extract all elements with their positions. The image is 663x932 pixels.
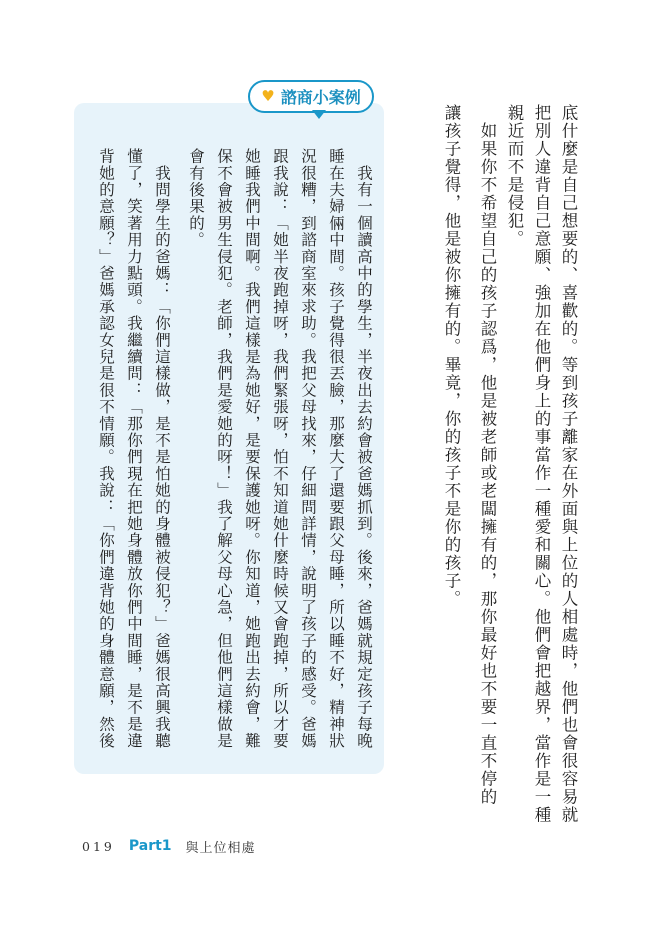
counseling-case-badge: [248, 80, 374, 113]
case-line-2: 睡在夫婦倆中間。孩子覺得很丟臉，那麼大了還要跟父母睡，所以睡不好，精神狀: [327, 148, 345, 750]
case-line-8: 我問學生的爸媽：「你們這樣做，是不是怕她的身體被侵犯？」爸媽很高興我聽: [153, 148, 171, 750]
body-line-1: 底什麼是自己想要的、喜歡的。等到孩子離家在外面與上位的人相處時，他們也會很容易就: [559, 104, 578, 824]
body-line-4: 如果你不希望自己的孩子認爲，他是被老師或老闆擁有的，那你最好也不要一直不停的: [478, 104, 497, 806]
page-number: 019: [82, 838, 115, 854]
case-line-7: 會有後果的。: [187, 148, 205, 249]
heart-icon: ♥: [261, 87, 275, 105]
case-line-10: 背她的意願？」爸媽承認女兒是很不情願。我說：「你們違背她的身體意願，然後: [97, 148, 115, 750]
page-footer: [82, 836, 256, 856]
chapter-title: 與上位相處: [185, 840, 256, 856]
part-label: Part1: [128, 838, 172, 854]
body-line-3: 親近而不是侵犯。: [505, 104, 524, 248]
case-line-5: 她睡我們中間啊。我們這樣是為她好，是要保護她呀。你知道，她跑出去約會，難: [243, 148, 261, 750]
case-line-4: 跟我說：「她半夜跑掉呀，我們緊張呀，怕不知道她什麼時候又會跑掉，所以才要: [271, 148, 289, 750]
case-badge-label: 諮商小案例: [280, 88, 361, 107]
case-badge-pointer: [312, 110, 326, 119]
body-line-2: 把別人違背自己意願、強加在他們身上的事當作一種愛和關心。他們會把越界，當作是一種: [532, 104, 551, 824]
case-line-1: 我有一個讀高中的學生，半夜出去約會被爸媽抓到。後來，爸媽就規定孩子每晚: [355, 148, 373, 750]
body-line-5: 讓孩子覺得，他是被你擁有的。畢竟，你的孩子不是你的孩子。: [442, 104, 461, 608]
case-line-6: 保不會被男生侵犯。老師，我們是愛她的呀！」我了解父母心急，但他們這樣做是: [215, 148, 233, 750]
case-line-3: 況很糟，到諮商室來求助。我把父母找來，仔細問詳情，說明了孩子的感受。爸媽: [299, 148, 317, 750]
case-line-9: 懂了，笑著用力點頭。我繼續問：「那你們現在把她身體放你們中間睡，是不是違: [125, 148, 143, 750]
